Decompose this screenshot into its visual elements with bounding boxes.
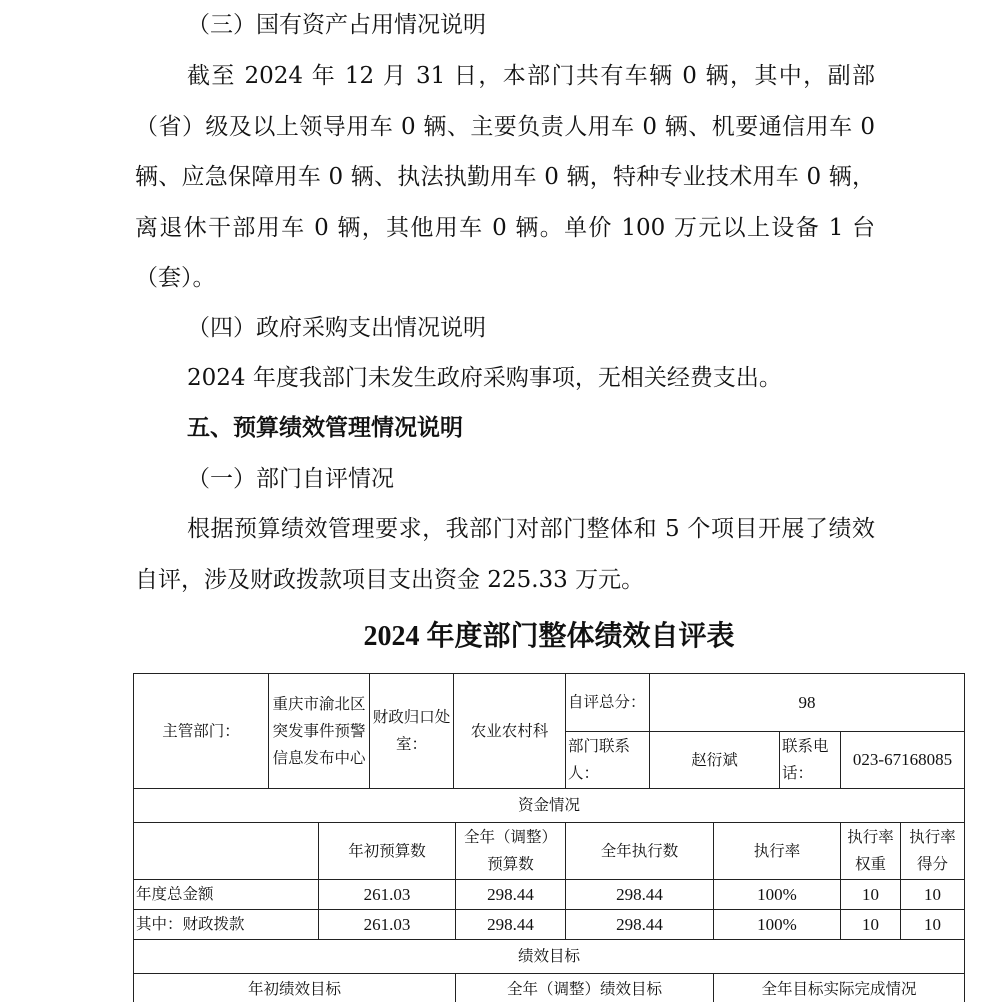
funds-header: 资金情况 bbox=[133, 788, 965, 823]
col-header: 执行率得分 bbox=[900, 822, 965, 880]
goal-col-header: 全年（调整）绩效目标 bbox=[455, 973, 714, 1002]
heading-performance: 五、预算绩效管理情况说明 bbox=[187, 414, 463, 441]
col-header: 执行率权重 bbox=[840, 822, 901, 880]
blank-header bbox=[133, 822, 319, 880]
table-cell: 10 bbox=[840, 879, 901, 910]
heading-assets: （三）国有资产占用情况说明 bbox=[187, 12, 486, 38]
office-value: 农业农村科 bbox=[453, 673, 566, 789]
phone-label: 联系电话： bbox=[779, 731, 841, 789]
heading-self-eval: （一）部门自评情况 bbox=[187, 466, 394, 492]
phone-value: 023-67168085 bbox=[840, 731, 965, 789]
score-label: 自评总分： bbox=[565, 673, 650, 732]
dept-label: 主管部门： bbox=[133, 673, 269, 789]
score-value: 98 bbox=[649, 673, 965, 732]
table-cell: 10 bbox=[840, 909, 901, 940]
table-cell: 261.03 bbox=[318, 879, 456, 910]
row-label: 年度总金额 bbox=[133, 879, 319, 910]
heading-procurement: （四）政府采购支出情况说明 bbox=[187, 315, 486, 341]
contact-label: 部门联系人： bbox=[565, 731, 650, 789]
table-cell: 298.44 bbox=[455, 879, 566, 910]
table-cell: 100% bbox=[713, 879, 841, 910]
table-cell: 10 bbox=[900, 909, 965, 940]
table-cell: 10 bbox=[900, 879, 965, 910]
contact-value: 赵衍斌 bbox=[649, 731, 780, 789]
dept-value: 重庆市渝北区突发事件预警信息发布中心 bbox=[268, 673, 370, 789]
col-header: 年初预算数 bbox=[318, 822, 456, 880]
table-cell: 261.03 bbox=[318, 909, 456, 940]
col-header: 执行率 bbox=[713, 822, 841, 880]
paragraph-procurement: 2024 年度我部门未发生政府采购事项，无相关经费支出。 bbox=[187, 365, 782, 391]
office-label: 财政归口处室： bbox=[369, 673, 454, 789]
table-cell: 100% bbox=[713, 909, 841, 940]
col-header: 全年（调整）预算数 bbox=[455, 822, 566, 880]
row-label: 其中：财政拨款 bbox=[133, 909, 319, 940]
table-title: 2024 年度部门整体绩效自评表 bbox=[363, 621, 735, 652]
goal-col-header: 年初绩效目标 bbox=[133, 973, 456, 1002]
table-cell: 298.44 bbox=[565, 909, 714, 940]
col-header: 全年执行数 bbox=[565, 822, 714, 880]
paragraph-self-eval: 根据预算绩效管理要求，我部门对部门整体和 5 个项目开展了绩效自评，涉及财政拨款项目支出资金 225.33 万元。 bbox=[135, 516, 875, 593]
goals-header: 绩效目标 bbox=[133, 939, 965, 974]
table-cell: 298.44 bbox=[565, 879, 714, 910]
paragraph-assets: 截至 2024 年 12 月 31 日，本部门共有车辆 0 辆，其中，副部（省）级及以上领导用车 0 辆、主要负责人用车 0 辆、机要通信用车 0 辆、应急保障用车 0 辆、执法执勤用车 0 辆，特种专业技术用车 0 辆，离退休干部用车 0 辆，其他用车 0 辆。单价 100 万元以上设备 1 台（套）。 bbox=[135, 63, 875, 291]
goal-col-header: 全年目标实际完成情况 bbox=[713, 973, 965, 1002]
table-cell: 298.44 bbox=[455, 909, 566, 940]
